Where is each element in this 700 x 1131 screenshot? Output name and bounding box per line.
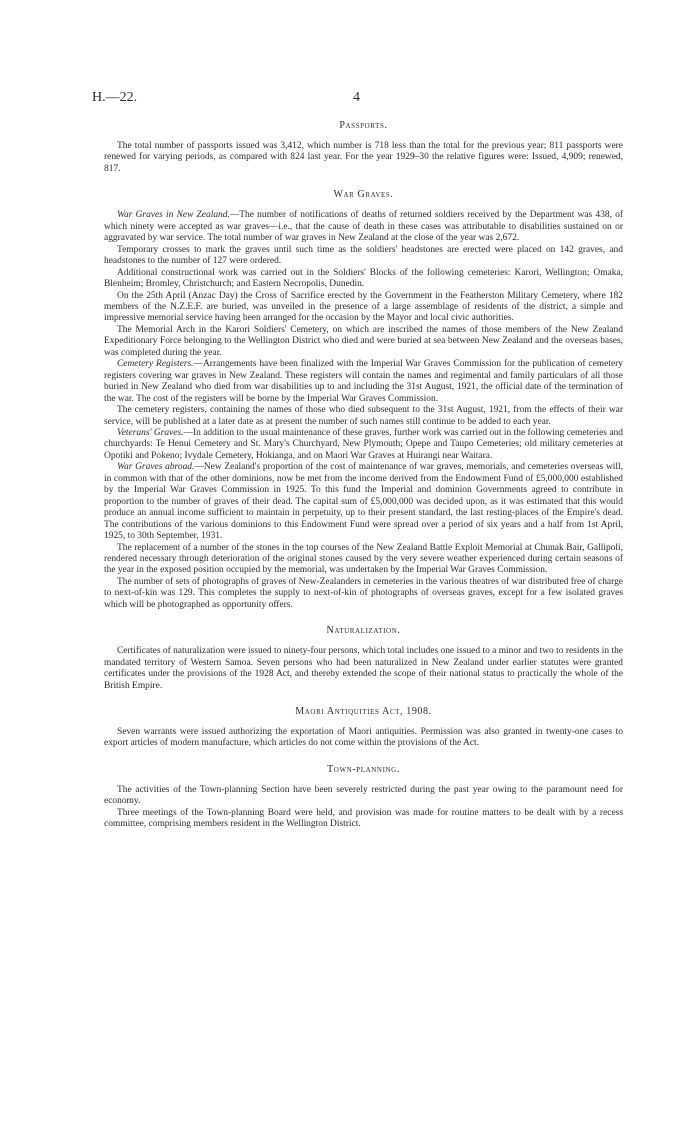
paragraph-lead: War Graves in New Zealand. <box>117 210 230 221</box>
document-reference: H.—22. <box>92 90 138 105</box>
paragraph <box>104 268 623 291</box>
paragraph-text: —New Zealand's proportion of the cost of maintenance of war graves, memorials, and cemeteries overseas will, in common with that of the other dominions, now be met from the income derived from the Endowment Fund of £5,000,000 established by the Imperial War Graves Commission in 1925. To this fund the Imperial and dominion Governments agreed to contribute in proportion to the number of graves of their dead. The capital sum of £5,000,000 was decided upon, as it was estimated that this would produce an annual income sufficient to maintain in perpetuity, up to their present standard, the last resting-places of the Empire's dead. The contributions of the various dominions to this Endowment Fund were spread over a period of six years and a half from 1st April, 1925, to 30th September, 1931. <box>104 462 623 542</box>
paragraph-text: —In addition to the usual maintenance of these graves, further work was carried out in the following cemeteries and churchyards: Te Henui Cemetery and St. Mary's Churchyard, New Plymouth; Opepe and Taupo Cemeteries; old military cemeteries at Opotiki and Pokeno; Ivydale Cemetery, Hokianga, and on Maori War Graves at Huirangi near Waitara. <box>104 427 623 461</box>
paragraph-text: Temporary crosses to mark the graves until such time as the soldiers' headstones are erected were placed on 142 graves, and headstones to the number of 127 were ordered. <box>104 244 623 267</box>
section-heading: Town-planning. <box>327 763 400 775</box>
paragraph-text: Certificates of naturalization were issued to ninety-four persons, which total includes one issued to a minor and two to residents in the mandated territory of Western Samoa. Seven persons who had been naturalized in New Zealand under earlier statutes were granted certificates under the provisions of the 1928 Act, and thereby extended the scope of their national status to practically the whole of the British Empire. <box>104 646 623 691</box>
section-spacer <box>104 692 623 706</box>
paragraph-text: The replacement of a number of the stones in the top courses of the New Zealand Battle Exploit Memorial at Chunak Bair, Gallipoli, rendered necessary through deterioration of the original stones caused by the very severe weather experienced during certain seasons of the year in the exposed position occupied by the memorial, was undertaken by the Imperial War Graves Commission. <box>104 542 623 576</box>
paragraph <box>104 785 623 808</box>
page-number: 4 <box>353 90 360 105</box>
paragraph <box>104 462 623 542</box>
section-heading: Naturalization. <box>326 625 401 637</box>
paragraph <box>104 245 623 268</box>
document-body <box>104 120 623 831</box>
paragraph-text: —Arrangements have been finalized with the Imperial War Graves Commission for the publication of cemetery registers covering war graves in New Zealand. These registers will contain the names and regimental and family particulars of all those buried in New Zealand who died from war disabilities up to and including the 31st August, 1921, the official date of the termination of the war. The cost of the registers will be borne by the Imperial War Graves Commission. <box>104 359 623 404</box>
section-heading: Passports. <box>339 120 388 131</box>
paragraph <box>104 808 623 831</box>
paragraph-text: The Memorial Arch in the Karori Soldiers' Cemetery, on which are inscribed the names of those members of the New Zealand Expeditionary Force belonging to the Wellington District who died and were buried at sea between New Zealand and the overseas bases, was completed during the year. <box>104 324 623 358</box>
paragraph-text: On the 25th April (Anzac Day) the Cross of Sacrifice erected by the Government in the Featherston Military Cemetery, where 182 members of the N.Z.E.F. are buried, was unveiled in the presence of a large assemblage of residents of the district, a simple and impressive memorial service having been arranged for the occasion by the Mayor and local civic authorities. <box>104 290 623 324</box>
heading-spacer <box>104 201 623 210</box>
heading-spacer <box>104 637 623 646</box>
paragraph-text: The activities of the Town-planning Section have been severely restricted during the past year owing to the paramount need for economy. <box>104 784 623 807</box>
paragraph <box>104 543 623 577</box>
paragraph <box>104 210 623 244</box>
paragraph-lead: War Graves abroad. <box>117 462 195 473</box>
paragraph <box>104 405 623 428</box>
paragraph-text: Additional constructional work was carried out in the Soldiers' Blocks of the following cemeteries: Karori, Wellington; Omaka, Blenheim; Bromley, Christchurch; and Eastern Necropolis, Dunedin. <box>104 267 623 290</box>
paragraph-lead: Veterans' Graves. <box>117 427 184 438</box>
paragraph <box>104 359 623 405</box>
paragraph <box>104 291 623 325</box>
paragraph-lead: Cemetery Registers. <box>117 359 194 370</box>
paragraph-text: Seven warrants were issued authorizing the exportation of Maori antiquities. Permission was also granted in twenty-one cases to export articles of modern manufacture, which articles do not come within the provisions of the Act. <box>104 727 623 749</box>
paragraph <box>104 428 623 462</box>
section-heading: War Graves. <box>333 189 394 201</box>
paragraph-text: —The number of notifications of deaths of returned soldiers received by the Department was 438, of which ninety were accepted as war graves—i.e., that the cause of death in these cases was attributable to disabilities sustained on or aggravated by war service. The total number of war graves in New Zealand at the close of the year was 2,672. <box>104 210 623 244</box>
paragraph-text: The number of sets of photographs of graves of New-Zealanders in cemeteries in the various theatres of war distributed free of charge to next-of-kin was 129. This completes the supply to next-of-kin of photographs of overseas graves, except for a few isolated graves which will be photographed as opportunity offers. <box>104 576 623 610</box>
paragraph <box>104 577 623 611</box>
paragraph-text: Three meetings of the Town-planning Board were held, and provision was made for routine matters to be dealt with by a recess committee, comprising members resident in the Wellington District. <box>104 807 623 830</box>
paragraph-text: The total number of passports issued was 3,412, which number is 718 less than the total for the previous year; 811 passports were renewed for varying periods, as compared with 824 last year. For the year 1929–30 the relative figures were: Issued, 4,909; renewed, 817. <box>104 141 623 174</box>
paragraph-text: The cemetery registers, containing the names of those who died subsequent to the 31st August, 1921, from the effects of their war service, will be published at a later date as at present the number of such names still continue to be added to each year. <box>104 405 623 427</box>
section-spacer <box>104 175 623 189</box>
section-heading: Maori Antiquities Act, 1908. <box>295 706 432 718</box>
section-spacer <box>104 750 623 764</box>
heading-spacer <box>104 776 623 785</box>
paragraph <box>104 646 623 692</box>
section-spacer <box>104 611 623 625</box>
paragraph <box>104 141 623 175</box>
page-header <box>92 90 592 110</box>
paragraph <box>104 727 623 750</box>
paragraph <box>104 325 623 359</box>
heading-spacer <box>104 132 623 141</box>
heading-spacer <box>104 718 623 727</box>
